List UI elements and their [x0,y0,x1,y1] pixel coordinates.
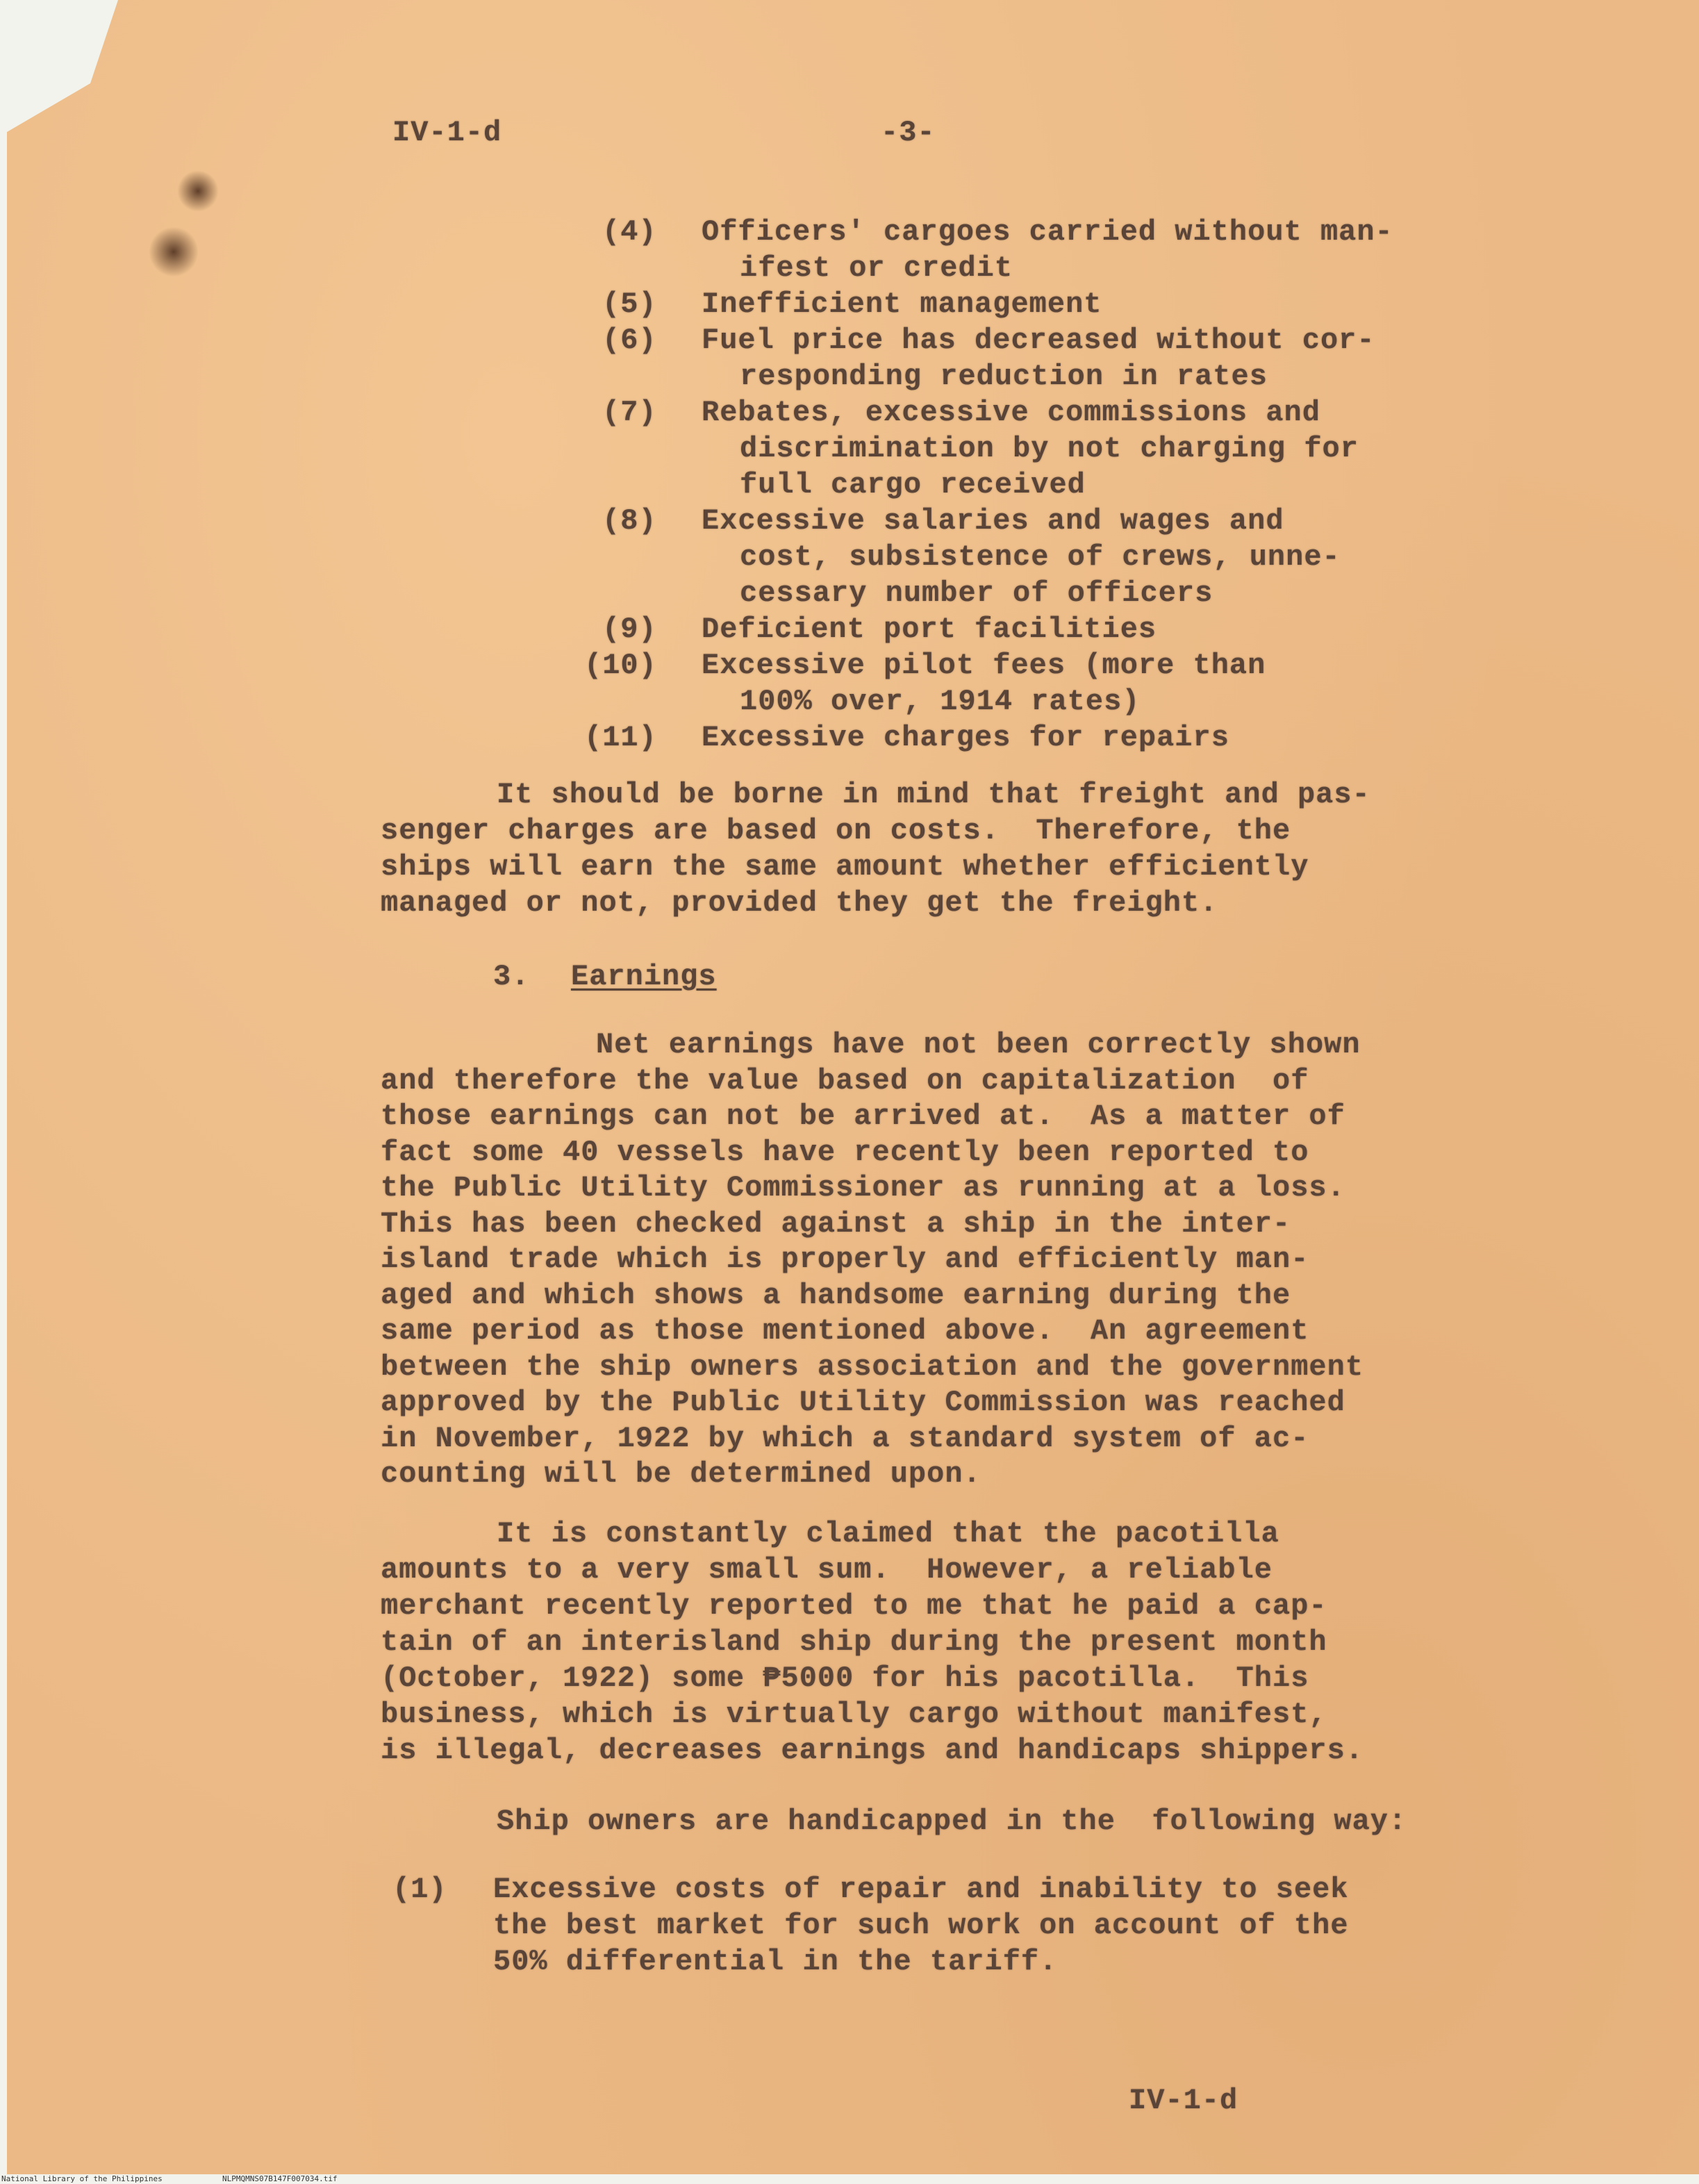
paragraph-line: those earnings can not be arrived at. As a matter of [381,1100,1345,1133]
paragraph-line: and therefore the value based on capitalization of [381,1064,1309,1098]
paragraph-line: tain of an interisland ship during the present month [381,1625,1327,1659]
list-item-text: Rebates, excessive commissions and [702,396,1320,429]
list-item-text: full cargo received [740,468,1086,502]
ink-stain [177,170,219,212]
paragraph-line: is illegal, decreases earnings and handicaps shippers. [381,1734,1364,1767]
scan-caption-left: National Library of the Philippines [1,2174,163,2183]
list-item-text: Deficient port facilities [702,613,1157,646]
list-item-number: (6) [602,324,657,357]
list-item-number: (9) [602,613,657,646]
list-item-text: 100% over, 1914 rates) [740,685,1141,718]
scan-caption-right: NLPMQMNS07B147F007034.tif [222,2174,338,2183]
list-item-number: (7) [602,396,657,429]
paragraph-line: senger charges are based on costs. Therefore, the [381,814,1291,847]
list-item-text: Excessive salaries and wages and [702,504,1284,538]
ink-stain [149,226,198,278]
paragraph-line: It should be borne in mind that freight and pas- [497,778,1370,811]
list-item-text: the best market for such work on account of the [493,1909,1349,1942]
paragraph-line: same period as those mentioned above. An agreement [381,1314,1309,1348]
paragraph-line: aged and which shows a handsome earning during the [381,1278,1291,1312]
paragraph-line: fact some 40 vessels have recently been reported to [381,1135,1309,1169]
list-item-number: (10) [584,649,657,682]
list-item-text: ifest or credit [740,251,1013,285]
list-item-text: discrimination by not charging for [740,432,1359,465]
section-number: 3. [493,960,530,993]
paragraph-line: business, which is virtually cargo without manifest, [381,1698,1327,1731]
list-item-text: Inefficient management [702,288,1102,321]
list-item-number: (8) [602,504,657,538]
list-item-text: cost, subsistence of crews, unne- [740,540,1341,574]
paragraph-line: merchant recently reported to me that he paid a cap- [381,1589,1327,1623]
paragraph-line: It is constantly claimed that the pacotilla [497,1517,1279,1550]
list-item-text: 50% differential in the tariff. [493,1945,1058,1978]
paragraph-line: between the ship owners association and the government [381,1350,1364,1384]
paragraph-line: amounts to a very small sum. However, a reliable [381,1553,1273,1587]
paragraph-line: in November, 1922 by which a standard system of ac- [381,1421,1309,1455]
paragraph-line: the Public Utility Commissioner as running at a loss. [381,1171,1345,1205]
paragraph-line: This has been checked against a ship in the inter- [381,1207,1291,1241]
paragraph-line: (October, 1922) some ₱5000 for his pacotilla. This [381,1662,1309,1695]
paragraph-line: Net earnings have not been correctly shown [596,1028,1361,1061]
list-item-text: responding reduction in rates [740,360,1268,393]
paragraph-line: managed or not, provided they get the freight. [381,886,1218,920]
list-item-number: (11) [584,721,657,754]
paragraph-line: approved by the Public Utility Commission was reached [381,1386,1345,1419]
list-item-text: Excessive charges for repairs [702,721,1229,754]
list-item-text: Excessive costs of repair and inability to seek [493,1873,1349,1906]
list-item-number: (1) [392,1873,447,1906]
list-item-text: Excessive pilot fees (more than [702,649,1266,682]
list-item-text: Officers' cargoes carried without man- [702,215,1393,249]
section-title: Earnings [571,960,717,993]
page-number: -3- [881,116,936,149]
paragraph-line: counting will be determined upon. [381,1457,981,1491]
list-item-text: Fuel price has decreased without cor- [702,324,1375,357]
paragraph-line: ships will earn the same amount whether efficiently [381,850,1309,884]
list-item-text: cessary number of officers [740,577,1213,610]
handicap-intro: Ship owners are handicapped in the following way: [497,1805,1407,1838]
list-item-number: (5) [602,288,657,321]
list-item-number: (4) [602,215,657,249]
footer-doc-code: IV-1-d [1129,2084,1238,2117]
scan-caption [0,2174,1699,2184]
paragraph-line: island trade which is properly and efficiently man- [381,1243,1309,1276]
header-doc-code: IV-1-d [392,116,502,149]
